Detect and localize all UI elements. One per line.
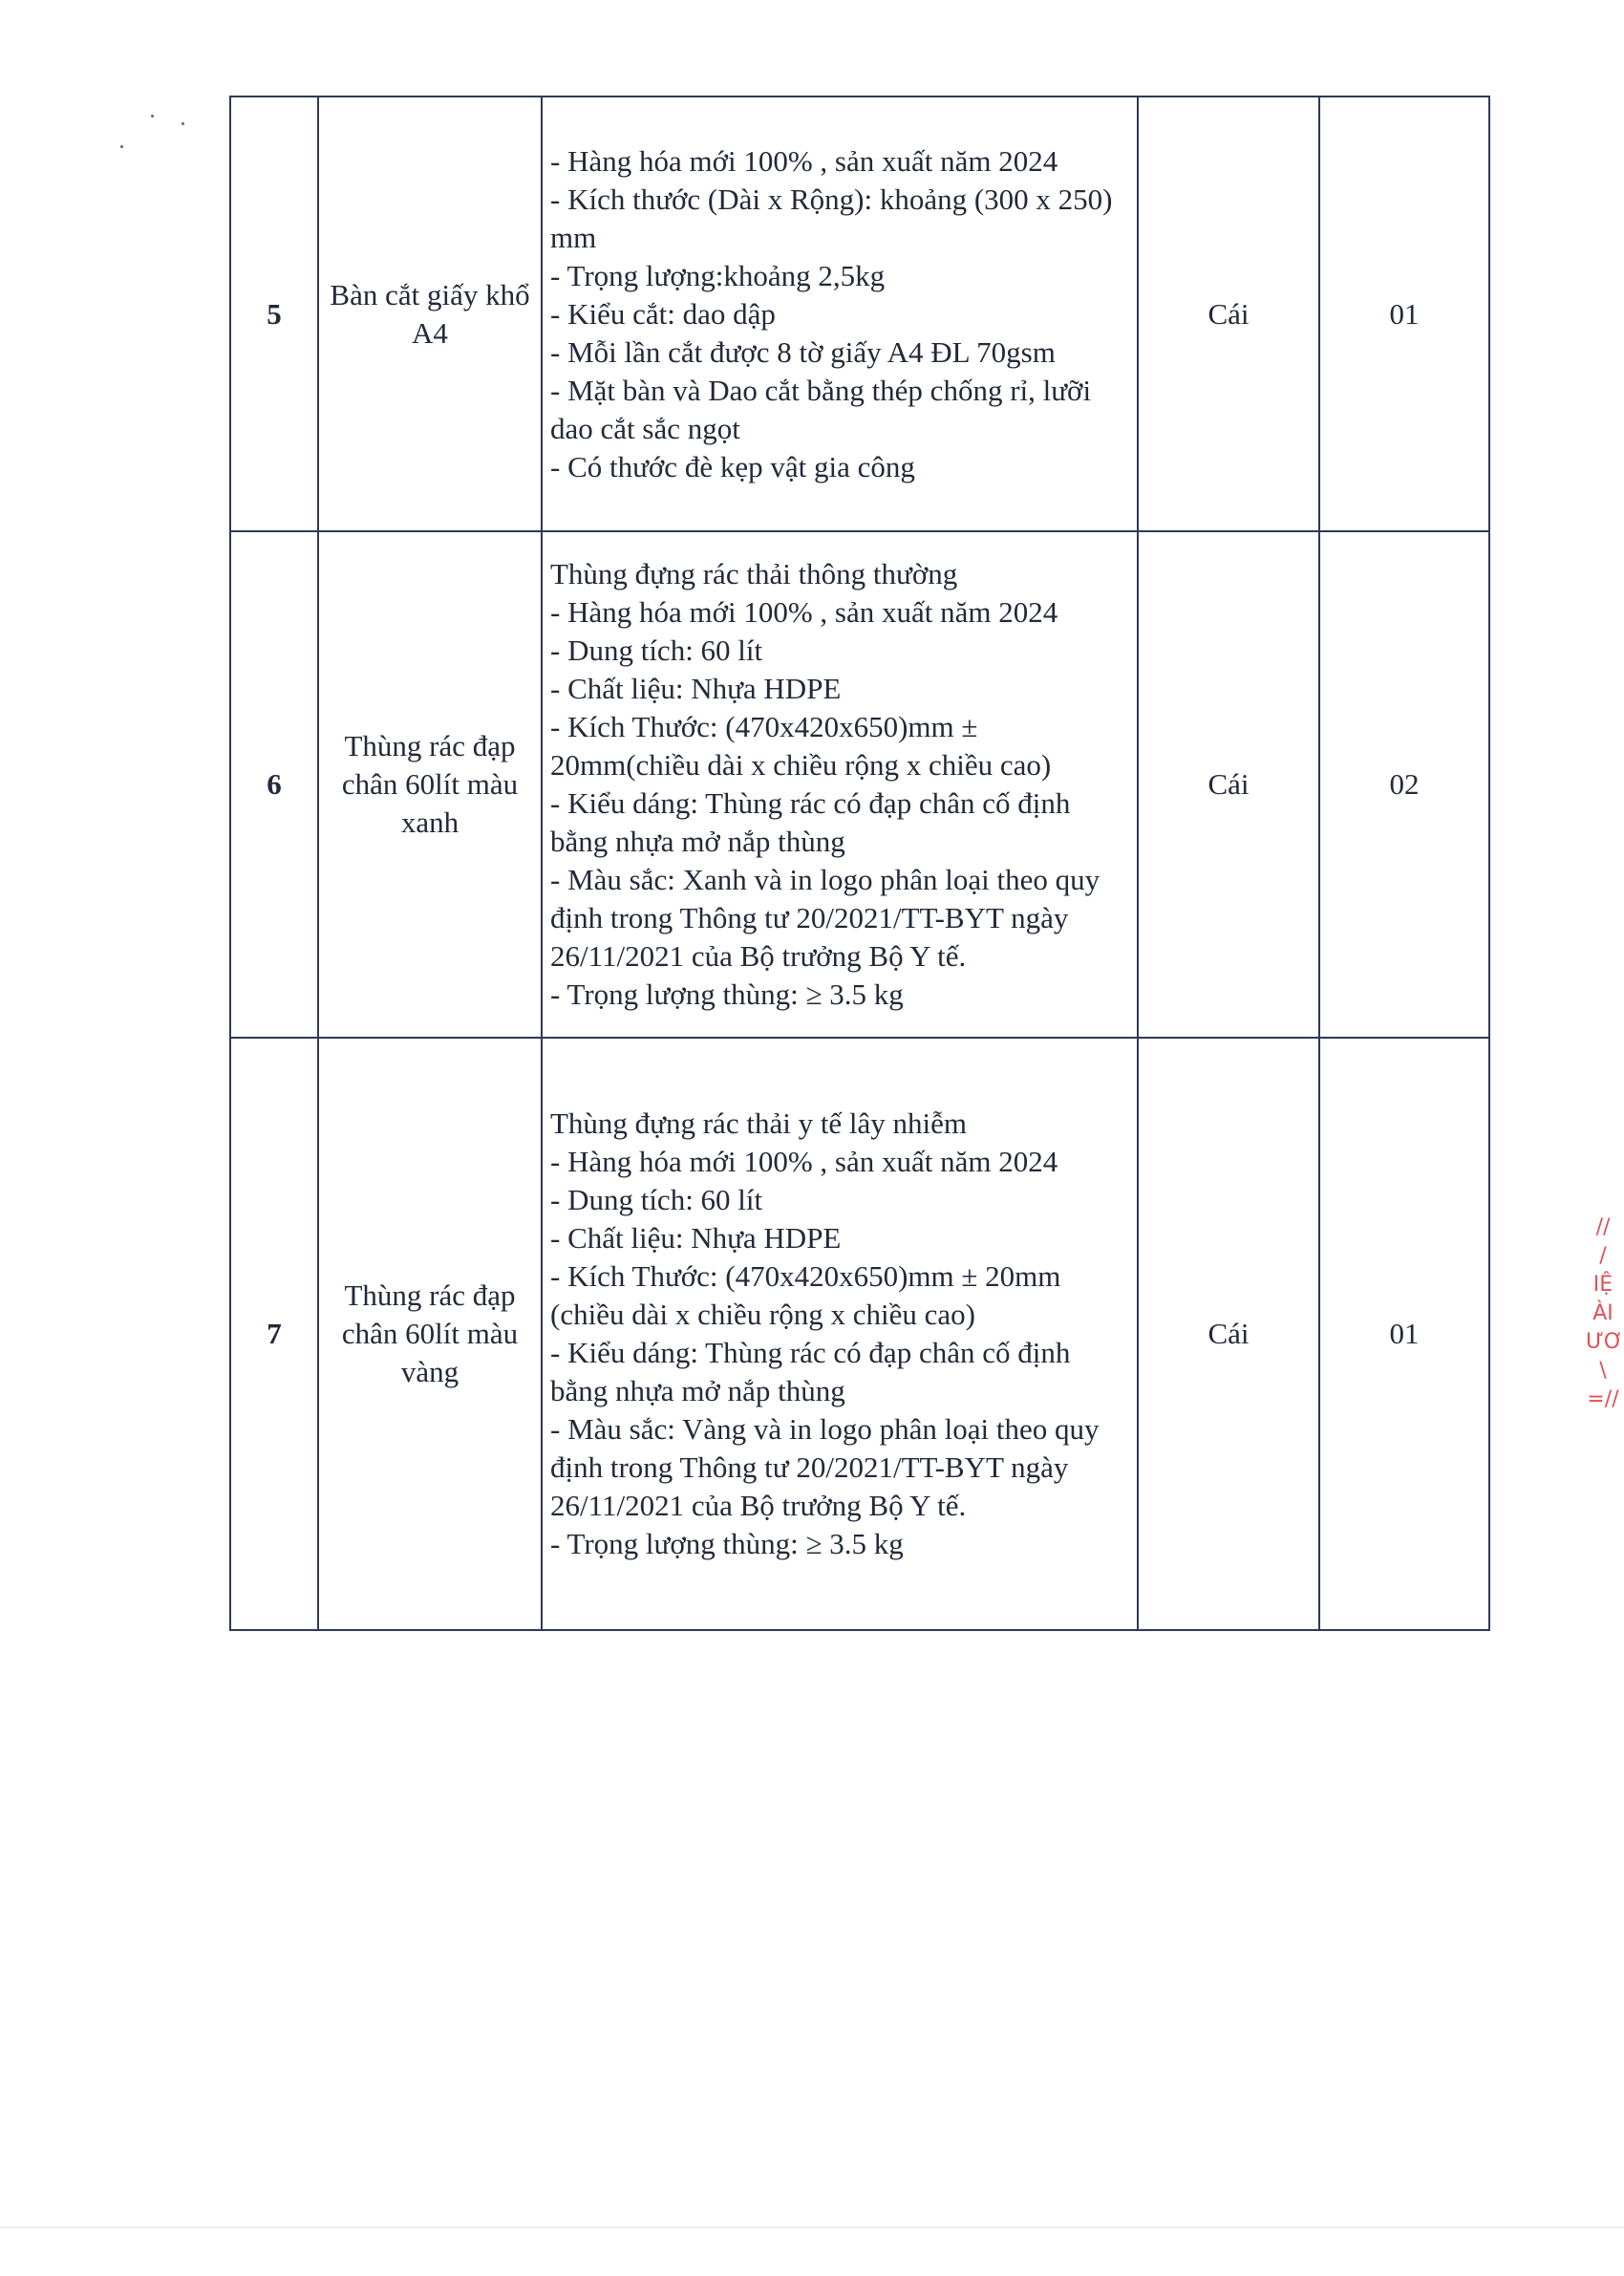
table-row [230, 97, 1489, 531]
item-description [542, 1038, 1138, 1630]
description-line: - Dung tích: 60 lít [550, 1183, 763, 1216]
description-line: - Màu sắc: Xanh và in logo phân loại theo quy định trong Thông tư 20/2021/TT-BYT ngày 26/11/2021 của Bộ trưởng Bộ Y tế. [550, 863, 1100, 973]
item-name: Bàn cắt giấy khổ A4 [318, 97, 542, 531]
table-row [230, 531, 1489, 1038]
partial-stamp [1586, 1213, 1623, 1500]
description-line: - Kiểu dáng: Thùng rác có đạp chân cố định bằng nhựa mở nắp thùng [550, 786, 1071, 858]
stamp-text: =// [1587, 1387, 1619, 1411]
description-line: - Kích Thước: (470x420x650)mm ± 20mm (chiều dài x chiều rộng x chiều cao) [550, 1259, 1061, 1331]
stamp-text: / [1599, 1244, 1607, 1268]
description-line: Thùng đựng rác thải y tế lây nhiễm [550, 1106, 968, 1140]
description-line: - Mặt bàn và Dao cắt bằng thép chống rỉ, lưỡi dao cắt sắc ngọt [550, 373, 1092, 445]
stamp-text: ÀI [1592, 1301, 1613, 1325]
stamp-text: // [1595, 1215, 1611, 1239]
item-description [542, 97, 1138, 531]
description-line: - Trọng lượng:khoảng 2,5kg [550, 258, 886, 292]
scan-speck [151, 115, 154, 118]
description-line: - Hàng hóa mới 100% , sản xuất năm 2024 [550, 595, 1058, 629]
stamp-text: \ [1599, 1359, 1607, 1383]
scan-speck [182, 122, 184, 125]
item-quantity: 01 [1319, 97, 1489, 531]
description-line: - Trọng lượng thùng: ≥ 3.5 kg [550, 977, 904, 1011]
description-line: - Dung tích: 60 lít [550, 633, 763, 667]
item-name: Thùng rác đạp chân 60lít màu vàng [318, 1038, 542, 1630]
scan-speck [120, 145, 123, 148]
description-line: - Kích thước (Dài x Rộng): khoảng (300 x 250) mm [550, 182, 1113, 254]
scan-edge [0, 2226, 1624, 2228]
item-quantity: 02 [1319, 531, 1489, 1038]
description-line: - Có thước đè kẹp vật gia công [550, 449, 915, 483]
description-line: - Mỗi lần cắt được 8 tờ giấy A4 ĐL 70gsm [550, 334, 1056, 369]
stamp-text: IỆ [1592, 1273, 1613, 1297]
description-line: - Màu sắc: Vàng và in logo phân loại theo quy định trong Thông tư 20/2021/TT-BYT ngày 26/11/2021 của Bộ trưởng Bộ Y tế. [550, 1412, 1100, 1522]
description-line: - Kiểu dáng: Thùng rác có đạp chân cố định bằng nhựa mở nắp thùng [550, 1336, 1071, 1407]
item-unit: Cái [1138, 97, 1319, 531]
description-line: - Kích Thước: (470x420x650)mm ± 20mm(chiều dài x chiều rộng x chiều cao) [550, 710, 1052, 782]
row-number: 5 [230, 97, 318, 531]
row-number: 6 [230, 531, 318, 1038]
description-line: - Chất liệu: Nhựa HDPE [550, 1221, 842, 1255]
item-name: Thùng rác đạp chân 60lít màu xanh [318, 531, 542, 1038]
item-description [542, 531, 1138, 1038]
description-line: - Trọng lượng thùng: ≥ 3.5 kg [550, 1527, 904, 1560]
description-line: - Hàng hóa mới 100% , sản xuất năm 2024 [550, 1145, 1058, 1178]
item-quantity: 01 [1319, 1038, 1489, 1630]
specification-table [229, 96, 1490, 1631]
table-row [230, 1038, 1489, 1630]
stamp-text: ƯƠ [1586, 1330, 1623, 1354]
row-number: 7 [230, 1038, 318, 1630]
description-line: - Chất liệu: Nhựa HDPE [550, 672, 842, 705]
description-line: - Hàng hóa mới 100% , sản xuất năm 2024 [550, 143, 1058, 178]
description-line: - Kiểu cắt: dao dập [550, 296, 776, 331]
item-unit: Cái [1138, 531, 1319, 1038]
description-line: Thùng đựng rác thải thông thường [550, 557, 958, 590]
item-unit: Cái [1138, 1038, 1319, 1630]
